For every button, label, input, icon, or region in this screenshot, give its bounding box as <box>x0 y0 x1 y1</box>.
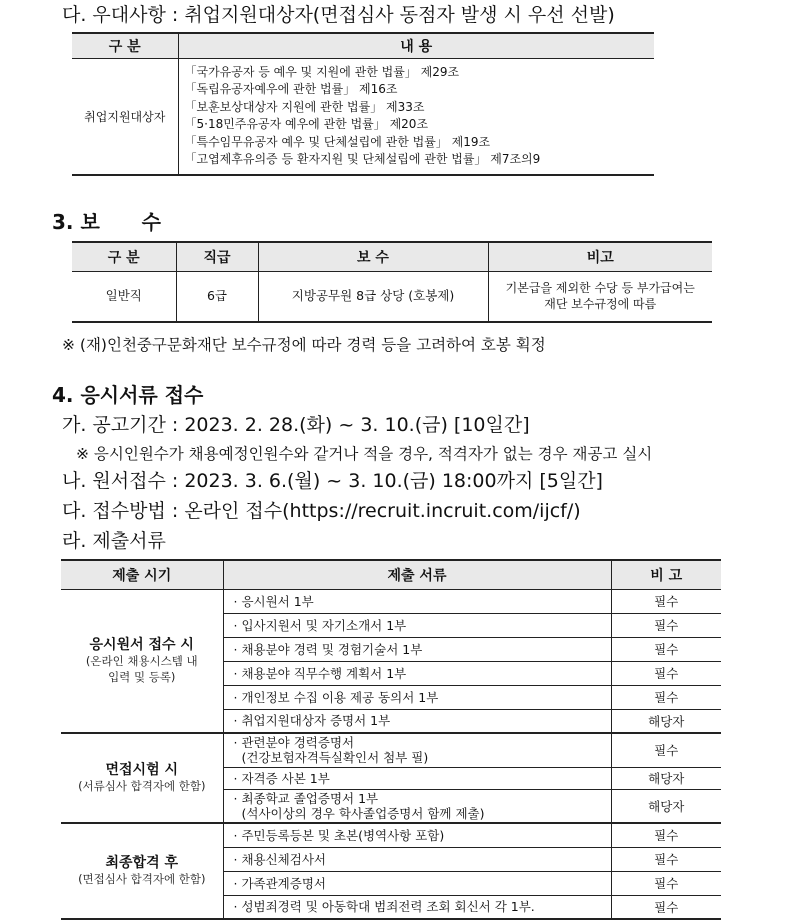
docs-heading: 라. 제출서류 <box>62 530 166 552</box>
preference-header-category: 구 분 <box>72 33 178 58</box>
salary-header-grade: 직급 <box>176 242 258 271</box>
application-method: 다. 접수방법 : 온라인 접수(https://recruit.incruit.com/ijcf/) <box>62 500 581 522</box>
doc-line: · 관련분야 경력증명서 <box>233 735 355 751</box>
doc-item: · 채용신체검사서 <box>223 847 611 871</box>
doc-item: · 입사지원서 및 자기소개서 1부 <box>223 613 611 637</box>
doc-note: 필수 <box>611 637 721 661</box>
doc-item: · 주민등록등본 및 초본(병역사항 포함) <box>223 823 611 847</box>
doc-note: 필수 <box>611 871 721 895</box>
doc-item: · 응시원서 1부 <box>223 589 611 613</box>
law-item: 「고엽제후유의증 등 환자지원 및 단체설립에 관한 법률」 제7조의9 <box>184 152 541 166</box>
stage-cell <box>61 823 223 919</box>
law-item: 「5·18민주유공자 예우에 관한 법률」 제20조 <box>184 117 429 131</box>
law-item: 「독립유공자예우에 관한 법률」 제16조 <box>184 82 398 96</box>
salary-footnote: ※ (재)인천중구문화재단 보수규정에 따라 경력 등을 고려하여 호봉 획정 <box>62 336 546 354</box>
salary-type: 일반직 <box>72 271 176 322</box>
doc-note: 필수 <box>611 685 721 709</box>
application-period: 가. 공고기간 : 2023. 2. 28.(화) ~ 3. 10.(금) [10일간] <box>62 414 530 436</box>
doc-item <box>223 789 611 823</box>
docs-header-documents: 제출 서류 <box>223 560 611 589</box>
salary-heading: 3. 보 수 <box>52 210 161 234</box>
preference-table <box>72 32 654 176</box>
salary-note <box>488 271 712 322</box>
stage-cell <box>61 733 223 823</box>
preference-laws <box>178 58 654 175</box>
doc-note: 해당자 <box>611 709 721 733</box>
law-item: 「특수임무유공자 예우 및 단체설립에 관한 법률」 제19조 <box>184 134 491 149</box>
application-heading: 4. 응시서류 접수 <box>52 383 204 407</box>
stage-title: 응시원서 접수 시 <box>89 636 194 653</box>
doc-note: 필수 <box>611 823 721 847</box>
doc-line: · 최종학교 졸업증명서 1부 <box>233 790 379 806</box>
stage-subtitle: (면접심사 합격자에 한함) <box>78 872 206 886</box>
stage-cell <box>61 589 223 733</box>
salary-pay: 지방공무원 8급 상당 (호봉제) <box>258 271 488 322</box>
docs-header-stage: 제출 시기 <box>61 560 223 589</box>
doc-item: · 성범죄경력 및 아동학대 범죄전력 조회 회신서 각 1부. <box>223 895 611 919</box>
documents-table <box>61 559 721 920</box>
doc-note: 필수 <box>611 895 721 919</box>
doc-item <box>223 733 611 767</box>
doc-note: 필수 <box>611 589 721 613</box>
stage-subtitle: 입력 및 등록) <box>108 669 176 684</box>
salary-header-type: 구 분 <box>72 242 176 271</box>
law-item: 「국가유공자 등 예우 및 지원에 관한 법률」 제29조 <box>184 64 460 79</box>
salary-note-line: 기본급을 제외한 수당 등 부가급여는 <box>505 281 695 296</box>
doc-item: · 채용분야 경력 및 경험기술서 1부 <box>223 637 611 661</box>
stage-subtitle: (온라인 채용시스템 내 <box>85 653 198 668</box>
stage-subtitle: (서류심사 합격자에 한함) <box>78 779 206 793</box>
stage-title: 최종합격 후 <box>105 855 178 871</box>
doc-note: 필수 <box>611 733 721 767</box>
doc-item: · 취업지원대상자 증명서 1부 <box>223 709 611 733</box>
salary-header-pay: 보 수 <box>258 242 488 271</box>
salary-header-note: 비고 <box>488 242 712 271</box>
docs-header-note: 비 고 <box>611 560 721 589</box>
doc-note: 해당자 <box>611 767 721 789</box>
doc-item: · 가족관계증명서 <box>223 871 611 895</box>
stage-title: 면접시험 시 <box>105 762 178 778</box>
doc-note: 필수 <box>611 613 721 637</box>
doc-item: · 채용분야 직무수행 계획서 1부 <box>223 661 611 685</box>
law-item: 「보훈보상대상자 지원에 관한 법률」 제33조 <box>184 99 425 114</box>
doc-note: 필수 <box>611 847 721 871</box>
doc-item: · 자격증 사본 1부 <box>223 767 611 789</box>
preference-header-content: 내 용 <box>178 33 654 58</box>
salary-grade: 6급 <box>176 271 258 322</box>
doc-note: 필수 <box>611 661 721 685</box>
salary-note-line: 재단 보수규정에 따름 <box>544 297 657 312</box>
salary-table <box>72 241 712 323</box>
preference-category: 취업지원대상자 <box>72 58 178 175</box>
doc-note: 해당자 <box>611 789 721 823</box>
preference-heading: 다. 우대사항 : 취업지원대상자(면접심사 동점자 발생 시 우선 선발) <box>62 4 615 26</box>
doc-line: (석사이상의 경우 학사졸업증명서 함께 제출) <box>241 805 485 821</box>
application-receipt: 나. 원서접수 : 2023. 3. 6.(월) ~ 3. 10.(금) 18:00까지 [5일간] <box>62 470 603 492</box>
doc-line: (건강보험자격득실확인서 첨부 필) <box>241 750 429 766</box>
application-period-note: ※ 응시인원수가 채용예정인원수와 같거나 적을 경우, 적격자가 없는 경우 재공고 실시 <box>76 445 653 463</box>
doc-item: · 개인정보 수집 이용 제공 동의서 1부 <box>223 685 611 709</box>
